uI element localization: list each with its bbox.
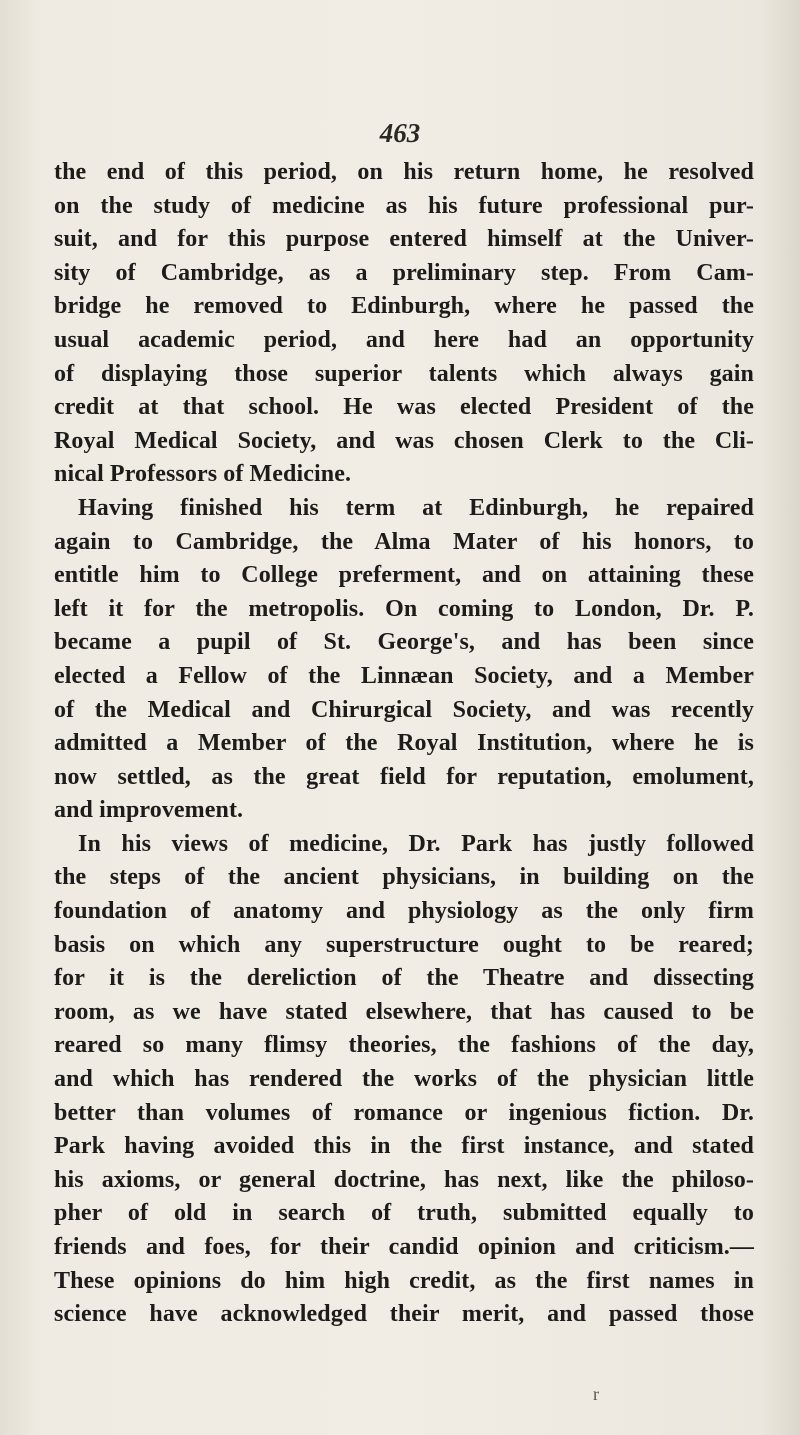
body-text — [54, 156, 754, 1332]
text-line: In his views of medicine, Dr. Park has justly followed — [78, 830, 754, 857]
text-line: science have acknowledged their merit, and passed those — [54, 1301, 754, 1328]
text-line: reared so many flimsy theories, the fashions of the day, — [54, 1032, 754, 1059]
text-line: of displaying those superior talents which always gain — [54, 360, 754, 387]
text-line: sity of Cambridge, as a preliminary step. From Cam- — [54, 259, 754, 286]
text-line: elected a Fellow of the Linnæan Society, and a Member — [54, 662, 754, 689]
text-line: foundation of anatomy and physiology as the only firm — [54, 898, 754, 925]
text-line: again to Cambridge, the Alma Mater of his honors, to — [54, 528, 754, 555]
text-line: the steps of the ancient physicians, in building on the — [54, 864, 754, 891]
text-line: became a pupil of St. George's, and has been since — [54, 629, 754, 656]
text-line: his axioms, or general doctrine, has next, like the philoso- — [54, 1166, 754, 1193]
text-line: Royal Medical Society, and was chosen Clerk to the Cli- — [54, 427, 754, 454]
text-line: of the Medical and Chirurgical Society, and was recently — [54, 696, 754, 723]
footer-mark: r — [593, 1384, 599, 1404]
text-line: friends and foes, for their candid opinion and criticism.— — [54, 1234, 754, 1260]
text-line: bridge he removed to Edinburgh, where he passed the — [54, 293, 754, 320]
text-line: basis on which any superstructure ought to be reared; — [54, 931, 754, 958]
text-line: nical Professors of Medicine. — [54, 461, 352, 488]
text-line: entitle him to College preferment, and on attaining these — [54, 562, 754, 589]
page-number: 463 — [379, 118, 421, 148]
text-line: on the study of medicine as his future professional pur- — [54, 192, 754, 219]
text-line: and improvement. — [54, 797, 244, 824]
text-line: and which has rendered the works of the physician little — [54, 1066, 754, 1093]
text-line: credit at that school. He was elected President of the — [54, 394, 754, 421]
text-line: better than volumes of romance or ingenious fiction. Dr. — [54, 1099, 754, 1126]
text-line: Park having avoided this in the first instance, and stated — [54, 1133, 754, 1160]
text-line: for it is the dereliction of the Theatre and dissecting — [54, 965, 754, 992]
text-line: the end of this period, on his return home, he resolved — [54, 159, 754, 185]
text-line: admitted a Member of the Royal Institution, where he is — [54, 730, 754, 757]
text-line: room, as we have stated elsewhere, that has caused to be — [54, 998, 754, 1025]
text-line: left it for the metropolis. On coming to London, Dr. P. — [54, 595, 754, 622]
text-line: Having finished his term at Edinburgh, he repaired — [78, 494, 754, 521]
text-line: These opinions do him high credit, as the first names in — [54, 1267, 754, 1294]
text-line: pher of old in search of truth, submitted equally to — [54, 1200, 754, 1227]
text-line: usual academic period, and here had an opportunity — [54, 326, 754, 353]
text-line: now settled, as the great field for reputation, emolument, — [54, 763, 754, 790]
text-line: suit, and for this purpose entered himself at the Univer- — [54, 226, 754, 253]
